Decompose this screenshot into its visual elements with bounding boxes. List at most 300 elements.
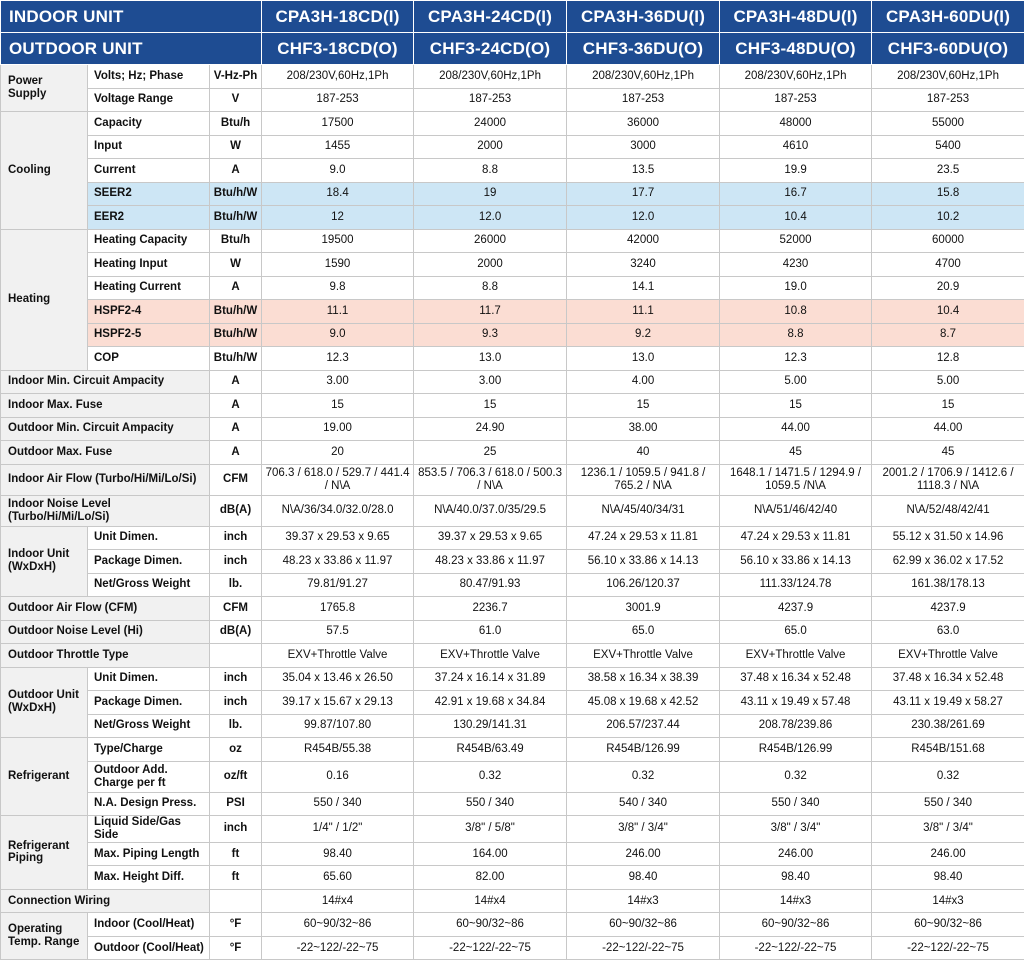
- row-label: Outdoor Air Flow (CFM): [1, 597, 210, 621]
- value-cell: 61.0: [414, 620, 567, 644]
- row-label: Volts; Hz; Phase: [88, 65, 210, 89]
- unit-cell: Btu/h/W: [210, 182, 262, 206]
- value-cell: 10.8: [720, 300, 872, 324]
- value-cell: 3.00: [262, 370, 414, 394]
- value-cell: 187-253: [872, 88, 1024, 112]
- value-cell: 3/8" / 3/4": [872, 816, 1024, 843]
- value-cell: -22~122/-22~75: [567, 936, 720, 960]
- value-cell: 187-253: [414, 88, 567, 112]
- spec-row: [1, 229, 1024, 253]
- value-cell: 79.81/91.27: [262, 573, 414, 597]
- unit-cell: lb.: [210, 573, 262, 597]
- value-cell: 65.0: [720, 620, 872, 644]
- value-cell: N\A/51/46/42/40: [720, 495, 872, 526]
- value-cell: 9.0: [262, 159, 414, 183]
- value-cell: 19.9: [720, 159, 872, 183]
- value-cell: 550 / 340: [872, 792, 1024, 816]
- unit-cell: ft: [210, 842, 262, 866]
- indoor-unit-header-row: [1, 1, 1024, 33]
- value-cell: -22~122/-22~75: [262, 936, 414, 960]
- value-cell: 82.00: [414, 866, 567, 890]
- value-cell: 60000: [872, 229, 1024, 253]
- value-cell: 13.5: [567, 159, 720, 183]
- value-cell: 11.1: [567, 300, 720, 324]
- value-cell: 0.32: [872, 761, 1024, 792]
- row-label: Indoor (Cool/Heat): [88, 913, 210, 937]
- unit-cell: W: [210, 253, 262, 277]
- spec-row: [1, 889, 1024, 913]
- unit-cell: Btu/h/W: [210, 347, 262, 371]
- group-label-operating-temp-range: Operating Temp. Range: [1, 913, 88, 960]
- value-cell: 37.24 x 16.14 x 31.89: [414, 667, 567, 691]
- value-cell: 43.11 x 19.49 x 57.48: [720, 691, 872, 715]
- spec-row: [1, 936, 1024, 960]
- value-cell: 44.00: [872, 417, 1024, 441]
- value-cell: 48.23 x 33.86 x 11.97: [262, 550, 414, 574]
- value-cell: 2000: [414, 253, 567, 277]
- row-label: Liquid Side/Gas Side: [88, 816, 210, 843]
- value-cell: 208/230V,60Hz,1Ph: [262, 65, 414, 89]
- value-cell: 39.17 x 15.67 x 29.13: [262, 691, 414, 715]
- value-cell: EXV+Throttle Valve: [567, 644, 720, 668]
- value-cell: N\A/45/40/34/31: [567, 495, 720, 526]
- row-label: Outdoor Add. Charge per ft: [88, 761, 210, 792]
- value-cell: -22~122/-22~75: [720, 936, 872, 960]
- unit-cell: A: [210, 370, 262, 394]
- value-cell: 15: [414, 394, 567, 418]
- spec-row: [1, 866, 1024, 890]
- value-cell: 164.00: [414, 842, 567, 866]
- row-label: Indoor Noise Level (Turbo/Hi/Mi/Lo/Si): [1, 495, 210, 526]
- value-cell: 19.00: [262, 417, 414, 441]
- spec-row: [1, 842, 1024, 866]
- value-cell: 47.24 x 29.53 x 11.81: [720, 526, 872, 550]
- unit-cell: °F: [210, 936, 262, 960]
- outdoor-model: CHF3-24CD(O): [414, 33, 567, 65]
- row-label: Package Dimen.: [88, 691, 210, 715]
- value-cell: 3.00: [414, 370, 567, 394]
- value-cell: 206.57/237.44: [567, 714, 720, 738]
- spec-row: [1, 714, 1024, 738]
- row-label: COP: [88, 347, 210, 371]
- value-cell: 20: [262, 441, 414, 465]
- unit-cell: CFM: [210, 597, 262, 621]
- value-cell: 17500: [262, 112, 414, 136]
- unit-cell: Btu/h/W: [210, 323, 262, 347]
- value-cell: 98.40: [720, 866, 872, 890]
- value-cell: 55000: [872, 112, 1024, 136]
- value-cell: 12.8: [872, 347, 1024, 371]
- spec-row: [1, 206, 1024, 230]
- spec-row: [1, 644, 1024, 668]
- value-cell: 38.00: [567, 417, 720, 441]
- value-cell: 130.29/141.31: [414, 714, 567, 738]
- spec-row: [1, 913, 1024, 937]
- value-cell: 8.8: [414, 159, 567, 183]
- spec-row: [1, 300, 1024, 324]
- unit-cell: oz: [210, 738, 262, 762]
- value-cell: 98.40: [262, 842, 414, 866]
- row-label: Package Dimen.: [88, 550, 210, 574]
- value-cell: 37.48 x 16.34 x 52.48: [720, 667, 872, 691]
- row-label: Connection Wiring: [1, 889, 210, 913]
- value-cell: 15: [872, 394, 1024, 418]
- value-cell: 2001.2 / 1706.9 / 1412.6 / 1118.3 / N\A: [872, 464, 1024, 495]
- unit-cell: A: [210, 441, 262, 465]
- value-cell: 187-253: [567, 88, 720, 112]
- value-cell: 80.47/91.93: [414, 573, 567, 597]
- spec-row: [1, 394, 1024, 418]
- row-label: Outdoor Min. Circuit Ampacity: [1, 417, 210, 441]
- value-cell: 3000: [567, 135, 720, 159]
- spec-row: [1, 88, 1024, 112]
- value-cell: 550 / 340: [262, 792, 414, 816]
- unit-cell: [210, 644, 262, 668]
- value-cell: R454B/126.99: [567, 738, 720, 762]
- unit-cell: inch: [210, 816, 262, 843]
- spec-row: [1, 347, 1024, 371]
- row-label: Type/Charge: [88, 738, 210, 762]
- value-cell: 540 / 340: [567, 792, 720, 816]
- value-cell: 62.99 x 36.02 x 17.52: [872, 550, 1024, 574]
- unit-cell: A: [210, 394, 262, 418]
- value-cell: 35.04 x 13.46 x 26.50: [262, 667, 414, 691]
- value-cell: 45: [720, 441, 872, 465]
- value-cell: 20.9: [872, 276, 1024, 300]
- value-cell: 23.5: [872, 159, 1024, 183]
- row-label: HSPF2-4: [88, 300, 210, 324]
- value-cell: 4237.9: [720, 597, 872, 621]
- value-cell: 16.7: [720, 182, 872, 206]
- unit-cell: inch: [210, 667, 262, 691]
- value-cell: EXV+Throttle Valve: [414, 644, 567, 668]
- value-cell: 0.16: [262, 761, 414, 792]
- indoor-model: CPA3H-60DU(I): [872, 1, 1024, 33]
- value-cell: 0.32: [414, 761, 567, 792]
- outdoor-model: CHF3-18CD(O): [262, 33, 414, 65]
- unit-cell: inch: [210, 691, 262, 715]
- spec-row: [1, 464, 1024, 495]
- unit-cell: V-Hz-Ph: [210, 65, 262, 89]
- row-label: Voltage Range: [88, 88, 210, 112]
- unit-cell: A: [210, 159, 262, 183]
- indoor-model: CPA3H-18CD(I): [262, 1, 414, 33]
- value-cell: 24000: [414, 112, 567, 136]
- spec-row: [1, 370, 1024, 394]
- value-cell: 208/230V,60Hz,1Ph: [872, 65, 1024, 89]
- value-cell: 3/8" / 3/4": [720, 816, 872, 843]
- row-label: Outdoor (Cool/Heat): [88, 936, 210, 960]
- value-cell: R454B/126.99: [720, 738, 872, 762]
- value-cell: 15: [262, 394, 414, 418]
- value-cell: N\A/40.0/37.0/35/29.5: [414, 495, 567, 526]
- unit-cell: A: [210, 417, 262, 441]
- value-cell: 0.32: [720, 761, 872, 792]
- value-cell: 44.00: [720, 417, 872, 441]
- value-cell: 161.38/178.13: [872, 573, 1024, 597]
- value-cell: -22~122/-22~75: [872, 936, 1024, 960]
- unit-cell: W: [210, 135, 262, 159]
- value-cell: 9.2: [567, 323, 720, 347]
- row-label: HSPF2-5: [88, 323, 210, 347]
- row-label: Heating Capacity: [88, 229, 210, 253]
- value-cell: 57.5: [262, 620, 414, 644]
- value-cell: 13.0: [414, 347, 567, 371]
- row-label: Outdoor Throttle Type: [1, 644, 210, 668]
- value-cell: 60~90/32~86: [414, 913, 567, 937]
- value-cell: 14#x3: [567, 889, 720, 913]
- value-cell: 60~90/32~86: [262, 913, 414, 937]
- row-label: Max. Piping Length: [88, 842, 210, 866]
- value-cell: 5400: [872, 135, 1024, 159]
- spec-row: [1, 526, 1024, 550]
- value-cell: 17.7: [567, 182, 720, 206]
- outdoor-unit-label: OUTDOOR UNIT: [1, 33, 262, 65]
- spec-row: [1, 112, 1024, 136]
- value-cell: -22~122/-22~75: [414, 936, 567, 960]
- value-cell: 56.10 x 33.86 x 14.13: [720, 550, 872, 574]
- value-cell: 48.23 x 33.86 x 11.97: [414, 550, 567, 574]
- value-cell: 26000: [414, 229, 567, 253]
- value-cell: 550 / 340: [720, 792, 872, 816]
- value-cell: 18.4: [262, 182, 414, 206]
- row-label: Outdoor Noise Level (Hi): [1, 620, 210, 644]
- row-label: Indoor Air Flow (Turbo/Hi/Mi/Lo/Si): [1, 464, 210, 495]
- value-cell: 2236.7: [414, 597, 567, 621]
- unit-cell: °F: [210, 913, 262, 937]
- group-label-heating: Heating: [1, 229, 88, 370]
- value-cell: 3240: [567, 253, 720, 277]
- value-cell: 1455: [262, 135, 414, 159]
- value-cell: 65.0: [567, 620, 720, 644]
- value-cell: N\A/52/48/42/41: [872, 495, 1024, 526]
- value-cell: 12.0: [567, 206, 720, 230]
- unit-cell: oz/ft: [210, 761, 262, 792]
- value-cell: 12.3: [262, 347, 414, 371]
- value-cell: 11.1: [262, 300, 414, 324]
- value-cell: 63.0: [872, 620, 1024, 644]
- value-cell: 40: [567, 441, 720, 465]
- value-cell: 60~90/32~86: [567, 913, 720, 937]
- row-label: SEER2: [88, 182, 210, 206]
- value-cell: R454B/151.68: [872, 738, 1024, 762]
- unit-cell: dB(A): [210, 620, 262, 644]
- value-cell: 4610: [720, 135, 872, 159]
- spec-row: [1, 620, 1024, 644]
- value-cell: 14#x4: [262, 889, 414, 913]
- unit-cell: V: [210, 88, 262, 112]
- value-cell: 208/230V,60Hz,1Ph: [720, 65, 872, 89]
- unit-cell: Btu/h: [210, 229, 262, 253]
- value-cell: 1/4" / 1/2": [262, 816, 414, 843]
- spec-row: [1, 761, 1024, 792]
- unit-cell: A: [210, 276, 262, 300]
- unit-cell: inch: [210, 526, 262, 550]
- unit-cell: Btu/h/W: [210, 206, 262, 230]
- spec-row: [1, 159, 1024, 183]
- value-cell: 246.00: [567, 842, 720, 866]
- row-label: Max. Height Diff.: [88, 866, 210, 890]
- value-cell: 208.78/239.86: [720, 714, 872, 738]
- value-cell: 12.0: [414, 206, 567, 230]
- value-cell: 43.11 x 19.49 x 58.27: [872, 691, 1024, 715]
- value-cell: 10.4: [720, 206, 872, 230]
- value-cell: 208/230V,60Hz,1Ph: [567, 65, 720, 89]
- value-cell: 106.26/120.37: [567, 573, 720, 597]
- value-cell: 706.3 / 618.0 / 529.7 / 441.4 / N\A: [262, 464, 414, 495]
- row-label: Current: [88, 159, 210, 183]
- value-cell: 0.32: [567, 761, 720, 792]
- value-cell: 11.7: [414, 300, 567, 324]
- value-cell: 187-253: [720, 88, 872, 112]
- value-cell: 98.40: [872, 866, 1024, 890]
- value-cell: 45: [872, 441, 1024, 465]
- value-cell: 12.3: [720, 347, 872, 371]
- group-label-indoor-unit-wxdxh: Indoor Unit (WxDxH): [1, 526, 88, 597]
- group-label-outdoor-unit-wxdxh: Outdoor Unit (WxDxH): [1, 667, 88, 738]
- value-cell: 9.0: [262, 323, 414, 347]
- value-cell: 98.40: [567, 866, 720, 890]
- spec-row: [1, 816, 1024, 843]
- spec-row: [1, 550, 1024, 574]
- spec-row: [1, 276, 1024, 300]
- value-cell: 15.8: [872, 182, 1024, 206]
- value-cell: 230.38/261.69: [872, 714, 1024, 738]
- value-cell: R454B/63.49: [414, 738, 567, 762]
- spec-row: [1, 65, 1024, 89]
- value-cell: 14#x3: [872, 889, 1024, 913]
- value-cell: 10.2: [872, 206, 1024, 230]
- spec-row: [1, 792, 1024, 816]
- row-label: Net/Gross Weight: [88, 573, 210, 597]
- spec-row: [1, 417, 1024, 441]
- value-cell: 3001.9: [567, 597, 720, 621]
- value-cell: 3/8" / 5/8": [414, 816, 567, 843]
- outdoor-unit-header-row: [1, 33, 1024, 65]
- value-cell: 9.3: [414, 323, 567, 347]
- value-cell: 19500: [262, 229, 414, 253]
- spec-row: [1, 441, 1024, 465]
- value-cell: 45.08 x 19.68 x 42.52: [567, 691, 720, 715]
- group-label-cooling: Cooling: [1, 112, 88, 230]
- value-cell: 2000: [414, 135, 567, 159]
- indoor-model: CPA3H-48DU(I): [720, 1, 872, 33]
- spec-row: [1, 253, 1024, 277]
- indoor-model: CPA3H-36DU(I): [567, 1, 720, 33]
- unit-cell: CFM: [210, 464, 262, 495]
- value-cell: 42.91 x 19.68 x 34.84: [414, 691, 567, 715]
- row-label: Input: [88, 135, 210, 159]
- value-cell: 1590: [262, 253, 414, 277]
- row-label: Indoor Max. Fuse: [1, 394, 210, 418]
- value-cell: 39.37 x 29.53 x 9.65: [414, 526, 567, 550]
- value-cell: EXV+Throttle Valve: [720, 644, 872, 668]
- spec-row: [1, 597, 1024, 621]
- value-cell: 550 / 340: [414, 792, 567, 816]
- unit-cell: [210, 889, 262, 913]
- value-cell: 10.4: [872, 300, 1024, 324]
- value-cell: N\A/36/34.0/32.0/28.0: [262, 495, 414, 526]
- spec-row: [1, 182, 1024, 206]
- indoor-unit-label: INDOOR UNIT: [1, 1, 262, 33]
- value-cell: 39.37 x 29.53 x 9.65: [262, 526, 414, 550]
- value-cell: 37.48 x 16.34 x 52.48: [872, 667, 1024, 691]
- outdoor-model: CHF3-36DU(O): [567, 33, 720, 65]
- unit-cell: PSI: [210, 792, 262, 816]
- row-label: N.A. Design Press.: [88, 792, 210, 816]
- value-cell: EXV+Throttle Valve: [262, 644, 414, 668]
- value-cell: 15: [567, 394, 720, 418]
- value-cell: 60~90/32~86: [720, 913, 872, 937]
- value-cell: 4230: [720, 253, 872, 277]
- value-cell: 36000: [567, 112, 720, 136]
- unit-cell: Btu/h/W: [210, 300, 262, 324]
- value-cell: 15: [720, 394, 872, 418]
- value-cell: 12: [262, 206, 414, 230]
- row-label: Heating Current: [88, 276, 210, 300]
- group-label-refrigerant-piping: Refrigerant Piping: [1, 816, 88, 890]
- spec-row: [1, 738, 1024, 762]
- value-cell: 853.5 / 706.3 / 618.0 / 500.3 / N\A: [414, 464, 567, 495]
- row-label: Unit Dimen.: [88, 667, 210, 691]
- value-cell: 55.12 x 31.50 x 14.96: [872, 526, 1024, 550]
- group-label-refrigerant: Refrigerant: [1, 738, 88, 816]
- value-cell: 99.87/107.80: [262, 714, 414, 738]
- value-cell: 47.24 x 29.53 x 11.81: [567, 526, 720, 550]
- value-cell: EXV+Throttle Valve: [872, 644, 1024, 668]
- value-cell: 4.00: [567, 370, 720, 394]
- value-cell: 24.90: [414, 417, 567, 441]
- row-label: Heating Input: [88, 253, 210, 277]
- spec-row: [1, 667, 1024, 691]
- value-cell: 65.60: [262, 866, 414, 890]
- value-cell: 1648.1 / 1471.5 / 1294.9 / 1059.5 /N\A: [720, 464, 872, 495]
- unit-cell: ft: [210, 866, 262, 890]
- indoor-model: CPA3H-24CD(I): [414, 1, 567, 33]
- unit-cell: dB(A): [210, 495, 262, 526]
- row-label: Net/Gross Weight: [88, 714, 210, 738]
- unit-cell: inch: [210, 550, 262, 574]
- value-cell: 4700: [872, 253, 1024, 277]
- value-cell: 1236.1 / 1059.5 / 941.8 / 765.2 / N\A: [567, 464, 720, 495]
- value-cell: 246.00: [872, 842, 1024, 866]
- value-cell: 14.1: [567, 276, 720, 300]
- group-label-power-supply: Power Supply: [1, 65, 88, 112]
- value-cell: 246.00: [720, 842, 872, 866]
- row-label: EER2: [88, 206, 210, 230]
- value-cell: 60~90/32~86: [872, 913, 1024, 937]
- value-cell: 13.0: [567, 347, 720, 371]
- value-cell: 52000: [720, 229, 872, 253]
- value-cell: R454B/55.38: [262, 738, 414, 762]
- value-cell: 38.58 x 16.34 x 38.39: [567, 667, 720, 691]
- value-cell: 187-253: [262, 88, 414, 112]
- unit-cell: lb.: [210, 714, 262, 738]
- spec-row: [1, 691, 1024, 715]
- value-cell: 48000: [720, 112, 872, 136]
- value-cell: 14#x3: [720, 889, 872, 913]
- row-label: Capacity: [88, 112, 210, 136]
- value-cell: 19: [414, 182, 567, 206]
- value-cell: 25: [414, 441, 567, 465]
- value-cell: 208/230V,60Hz,1Ph: [414, 65, 567, 89]
- row-label: Outdoor Max. Fuse: [1, 441, 210, 465]
- row-label: Unit Dimen.: [88, 526, 210, 550]
- row-label: Indoor Min. Circuit Ampacity: [1, 370, 210, 394]
- value-cell: 9.8: [262, 276, 414, 300]
- value-cell: 14#x4: [414, 889, 567, 913]
- spec-row: [1, 323, 1024, 347]
